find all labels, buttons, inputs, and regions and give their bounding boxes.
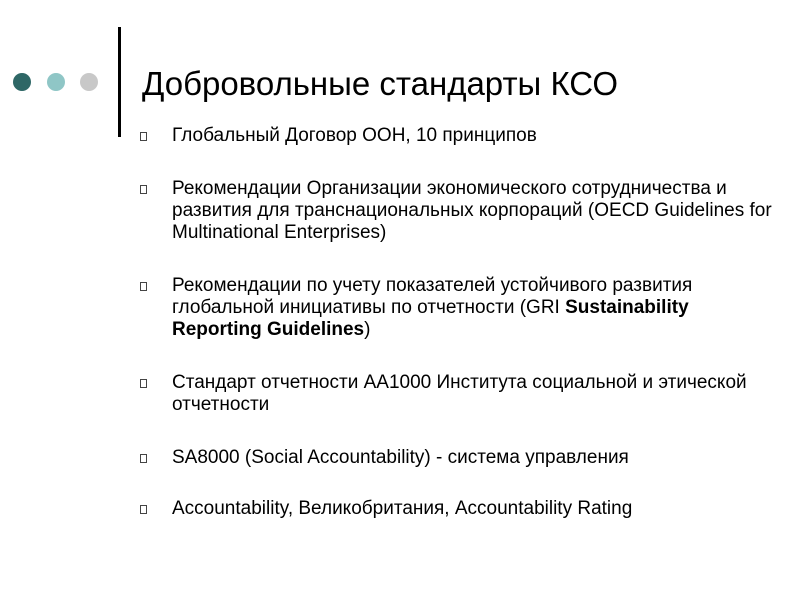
slide-title: Добровольные стандарты КСО xyxy=(142,65,619,102)
square-bullet-icon xyxy=(140,379,147,388)
square-bullet-icon xyxy=(140,132,147,141)
bullet-text: Рекомендации Организации экономического сотрудничества и развития для транснациональных корпораций (OECD Guidelines for Multinational Enterprises) xyxy=(172,178,772,243)
bullet-text: Стандарт отчетности AA1000 Института социальной и этической отчетности xyxy=(172,372,747,415)
bullet-text-end: ) xyxy=(364,319,371,340)
bullet-list xyxy=(140,125,780,520)
bullet-item xyxy=(140,275,780,341)
decorative-dot-light xyxy=(47,73,65,91)
square-bullet-icon xyxy=(140,505,147,514)
bullet-text: Рекомендации по учету показателей устойчивого развития глобальной инициативы по отчетности (GRI xyxy=(172,275,693,318)
bullet-item xyxy=(140,447,780,469)
bullet-text-bold: Sustainability Reporting Guidelines xyxy=(172,297,689,340)
square-bullet-icon xyxy=(140,282,147,291)
bullet-item xyxy=(140,178,780,244)
vertical-divider xyxy=(118,27,121,137)
bullet-text: Глобальный Договор ООН, 10 принципов xyxy=(172,125,537,146)
bullet-text: SA8000 (Social Accountability) - система управления xyxy=(172,447,629,468)
bullet-item xyxy=(140,498,780,520)
square-bullet-icon xyxy=(140,185,147,194)
decorative-dot-dark xyxy=(13,73,31,91)
bullet-text: Accountability, Великобритания, Accountability Rating xyxy=(172,498,633,519)
square-bullet-icon xyxy=(140,454,147,463)
bullet-item xyxy=(140,125,780,147)
bullet-item xyxy=(140,372,780,416)
decorative-dot-gray xyxy=(80,73,98,91)
